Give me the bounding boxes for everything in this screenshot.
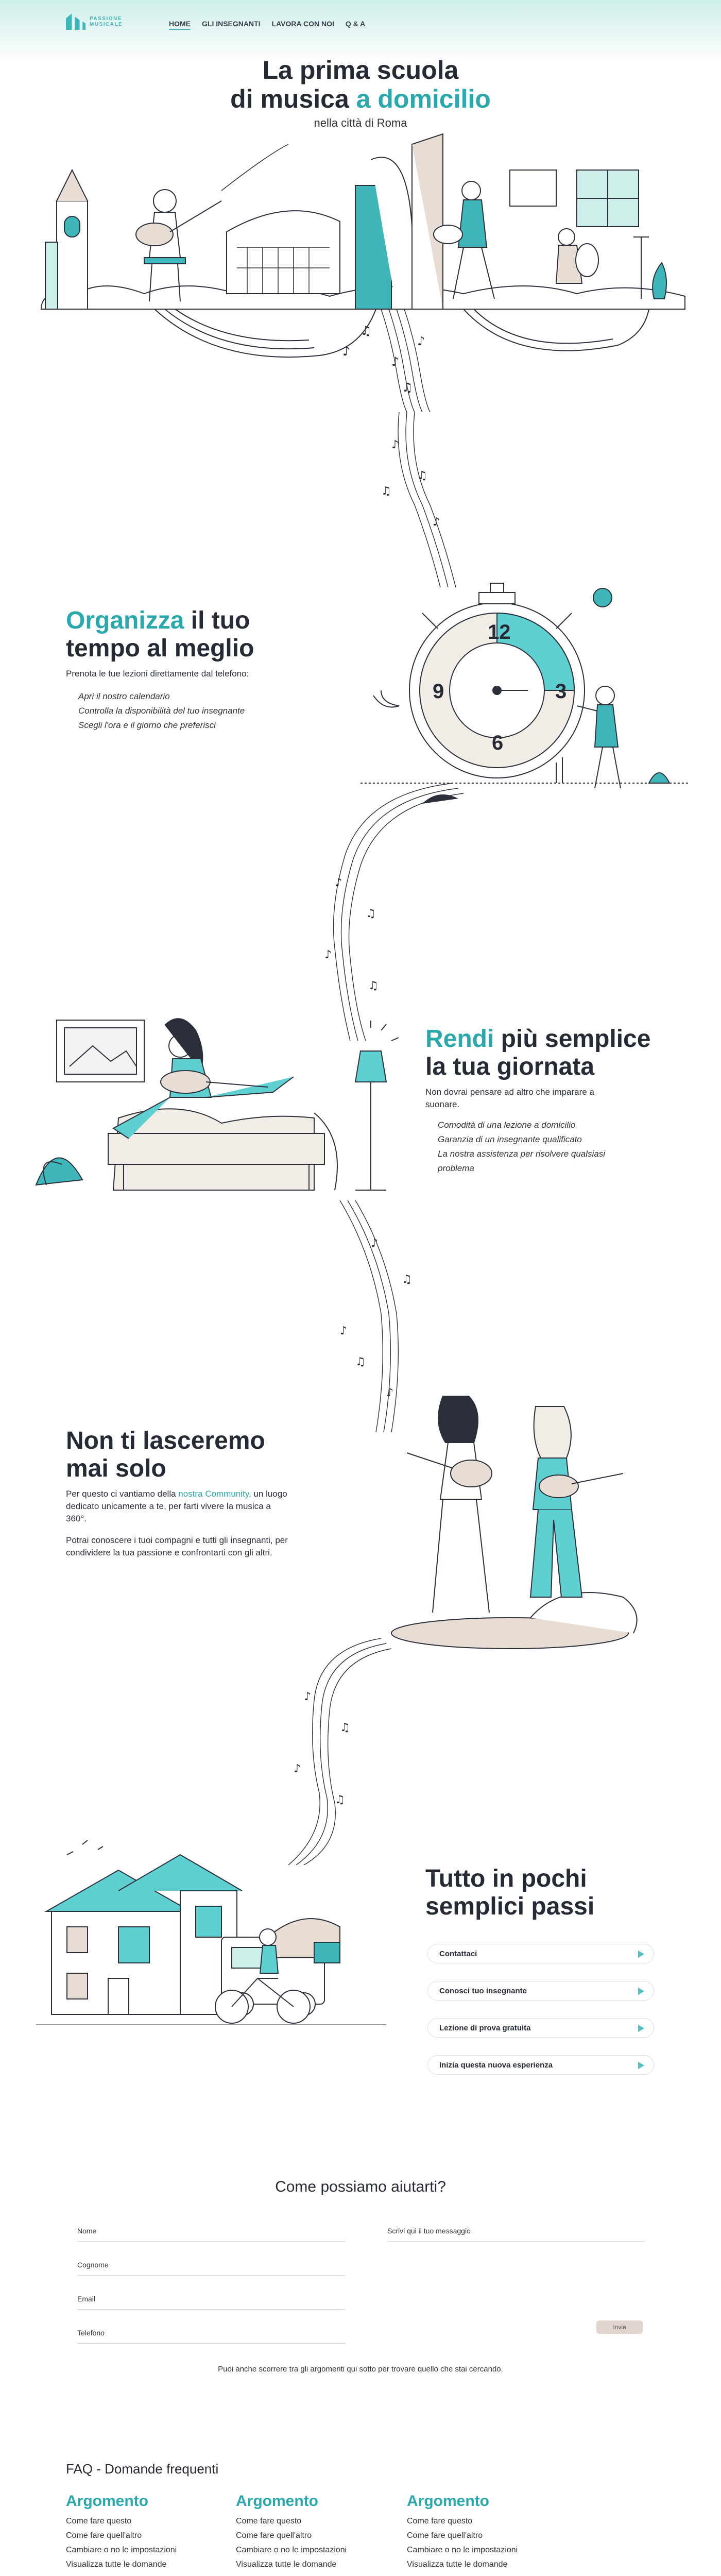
message-field[interactable] [387, 2241, 645, 2242]
nav-qa[interactable]: Q & A [345, 20, 366, 28]
sofa-guitarist-illustration [26, 1010, 417, 1206]
hero-title: La prima scuola di musica a domicilio [230, 56, 491, 113]
chevron-right-icon [638, 1951, 644, 1958]
house-bike-illustration [36, 1824, 386, 2040]
duet-illustration [355, 1355, 675, 1654]
faq-link[interactable]: Cambiare o no le impostazioni [407, 2546, 518, 2554]
section-steps [425, 1865, 662, 1921]
faq-link[interactable]: Visualizza tutte le domande [236, 2560, 337, 2569]
nav-home[interactable]: HOME [169, 20, 191, 30]
svg-text:♪: ♪ [417, 334, 425, 348]
svg-text:♪: ♪ [342, 344, 351, 359]
chevron-right-icon [638, 2062, 644, 2069]
faq-link[interactable]: Come fare questo [236, 2517, 302, 2526]
phone-field[interactable] [77, 2343, 345, 2344]
feature-list [425, 1118, 621, 1176]
email-label: Email [77, 2295, 96, 2303]
message-label: Scrivi qui il tuo messaggio [387, 2227, 471, 2235]
step-2[interactable]: Conosci tuo insegnante [427, 1981, 654, 2001]
list-item: La nostra assistenza per risolvere qualsiasi problema [438, 1149, 606, 1173]
svg-text:♫: ♫ [402, 1273, 412, 1286]
nav-work-with-us[interactable]: LAVORA CON NOI [271, 20, 334, 28]
list-item: Garanzia di un insegnante qualificato [438, 1134, 582, 1144]
chevron-right-icon [638, 1988, 644, 1995]
clock-number-6: 6 [492, 732, 504, 754]
svg-text:♪: ♪ [304, 1690, 312, 1703]
faq-title: FAQ - Domande frequenti [66, 2461, 219, 2477]
faq-link[interactable]: Come fare quell'altro [66, 2531, 142, 2540]
svg-text:♫: ♫ [402, 380, 413, 395]
clock-number-9: 9 [433, 680, 444, 703]
music-staff-illustration-2 [288, 783, 525, 1041]
section-title: Tutto in pochi semplici passi [425, 1865, 595, 1920]
svg-text:♪: ♪ [294, 1762, 301, 1775]
svg-text:♫: ♫ [340, 1721, 350, 1734]
form-title: Come possiamo aiutarti? [275, 2178, 446, 2195]
section-title: Organizza il tuo tempo al meglio [66, 607, 254, 662]
section-body: Per questo ci vantiamo della nostra Community, un luogo dedicato unicamente a te, per farti vivere la musica a 360°. [66, 1489, 287, 1523]
list-item: Apri il nostro calendario [78, 691, 170, 701]
list-item: Comodità di una lezione a domicilio [438, 1120, 576, 1130]
faq-link[interactable]: Come fare questo [407, 2517, 473, 2526]
step-3[interactable]: Lezione di prova gratuita [427, 2018, 654, 2038]
faq-link[interactable]: Come fare quell'altro [407, 2531, 483, 2540]
svg-text:♪: ♪ [391, 438, 399, 451]
section-community [66, 1427, 293, 1559]
nav-teachers[interactable]: GLI INSEGNANTI [202, 20, 261, 28]
svg-text:♫: ♫ [417, 469, 427, 482]
faq-group [66, 2493, 220, 2572]
svg-text:♪: ♪ [335, 876, 342, 889]
section-title: Rendi più semplice la tua giornata [425, 1025, 651, 1080]
svg-text:♪: ♪ [340, 1325, 348, 1337]
svg-text:♫: ♫ [366, 907, 376, 920]
logo-line1: PASSIONE [90, 16, 122, 22]
svg-text:♪: ♪ [371, 1237, 379, 1250]
faq-link[interactable]: Come fare questo [66, 2517, 132, 2526]
name-field[interactable] [77, 2241, 345, 2242]
section-body: Non dovrai pensare ad altro che imparare a suonare. [425, 1087, 594, 1109]
clock-number-3: 3 [555, 680, 567, 703]
svg-text:♫: ♫ [368, 979, 379, 992]
section-rendi [425, 1025, 662, 1176]
faq-link[interactable]: Visualizza tutte le domande [66, 2560, 167, 2569]
email-field[interactable] [77, 2309, 345, 2310]
section-body-2: Potrai conoscere i tuoi compagni e tutti gli insegnanti, per condividere la tua passione e confrontarti con gli altri. [66, 1535, 288, 1557]
step-1[interactable]: Contattaci [427, 1944, 654, 1963]
send-button[interactable]: Invia [596, 2320, 643, 2334]
faq-group-heading: Argomento [66, 2493, 148, 2510]
section-title: Non ti lasceremo mai solo [66, 1427, 265, 1482]
step-4[interactable]: Inizia questa nuova esperienza [427, 2055, 654, 2075]
surname-label: Cognome [77, 2261, 109, 2269]
svg-text:♫: ♫ [355, 1355, 366, 1368]
svg-text:♪: ♪ [386, 1386, 394, 1399]
feature-list [66, 689, 334, 733]
phone-label: Telefono [77, 2329, 105, 2337]
chevron-right-icon [638, 2025, 644, 2032]
list-item: Controlla la disponibilità del tuo insegnante [78, 706, 245, 716]
hero-subtitle: nella città di Roma [314, 116, 407, 129]
faq-link[interactable]: Visualizza tutte le domande [407, 2560, 508, 2569]
section-organizza [66, 607, 334, 733]
faq-link[interactable]: Cambiare o no le impostazioni [66, 2546, 177, 2554]
logo-line2: MUSICALE [90, 22, 123, 27]
clock-number-12: 12 [488, 621, 511, 643]
hero-illustration [0, 124, 721, 412]
svg-text:♫: ♫ [381, 485, 391, 498]
svg-text:♪: ♪ [391, 354, 400, 369]
form-hint: Puoi anche scorrere tra gli argomenti qui sotto per trovare quello che stai cercando. [218, 2365, 503, 2374]
name-label: Nome [77, 2227, 97, 2235]
logo[interactable] [66, 13, 123, 30]
faq-link[interactable]: Come fare quell'altro [236, 2531, 312, 2540]
faq-link[interactable]: Cambiare o no le impostazioni [236, 2546, 347, 2554]
site-header [0, 0, 721, 62]
list-item: Scegli l'ora e il giorno che preferisci [78, 720, 216, 730]
faq-group [407, 2493, 561, 2572]
faq-group [236, 2493, 390, 2572]
svg-text:♫: ♫ [335, 1793, 345, 1806]
svg-text:♪: ♪ [433, 516, 440, 529]
main-nav [169, 20, 365, 30]
surname-field[interactable] [77, 2275, 345, 2276]
faq-group-heading: Argomento [236, 2493, 318, 2510]
community-link[interactable]: nostra Community [178, 1489, 249, 1499]
logo-mark-icon [66, 13, 85, 30]
svg-text:♪: ♪ [324, 948, 332, 961]
faq-group-heading: Argomento [407, 2493, 489, 2510]
svg-text:♫: ♫ [360, 324, 372, 338]
section-body: Prenota le tue lezioni direttamente dal telefono: [66, 669, 249, 679]
